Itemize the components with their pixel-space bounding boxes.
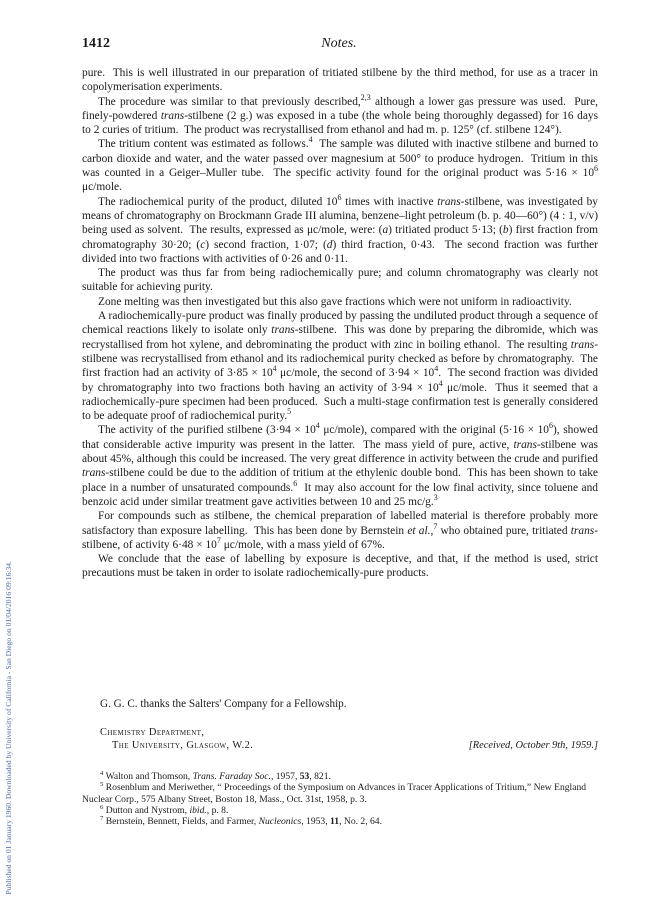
reference-item bbox=[82, 805, 602, 816]
address-university: The University, Glasgow, W.2. bbox=[112, 740, 254, 751]
page-header bbox=[82, 36, 596, 56]
side-note-text: Published on 01 January 1960. Downloaded by University of California - San Diego on 01/04/2016 09:16:34. bbox=[4, 561, 13, 895]
reference-item bbox=[82, 816, 602, 827]
body-paragraph: The radiochemical purity of the product, diluted $10^6$ times with inactive trans-stilbene, was investigated by means of chromatography on Brockmann Grade III alumina, benzene–light petroleum (b. p. 40—60°) (4 : 1, v/v) being used as solvent. The results, expressed as μc/mole, were: (a) tritiated product 5·13; (b) first fraction from chromatography 30·20; (c) second fraction, 1·07; (d) third fraction, 0·43. The second fraction was further divided into two fractions with activities of 0·26 and 0·11. bbox=[82, 192, 599, 265]
received-date: [Received, October 9th, 1959.] bbox=[468, 740, 598, 751]
body-paragraph: Zone melting was then investigated but this also gave fractions which were not uniform in radioactivity. bbox=[98, 295, 572, 308]
acknowledgement: G. G. C. thanks the Salters' Company for a Fellowship. bbox=[100, 698, 347, 710]
reference-list bbox=[82, 771, 602, 827]
running-title: Notes. bbox=[321, 36, 357, 51]
author-address bbox=[100, 726, 598, 752]
body-paragraph: The tritium content was estimated as follows.$^4$ The sample was diluted with inactive stilbene and burned to carbon dioxide and water, and the water passed over magnesium at 500° to produce hydrogen. Tritium in this was counted in a Geiger–Muller tube. The specific activity found for the original product was $5\cdot 16 \times 10^6$ μc/mole. bbox=[82, 135, 599, 194]
publication-side-note bbox=[4, 100, 16, 895]
body-paragraph: We conclude that the ease of labelling by exposure is deceptive, and that, if the method is used, strict precautions must be taken in order to isolate radiochemically-pure products. bbox=[82, 553, 598, 580]
reference-item bbox=[82, 771, 602, 782]
body-paragraph: A radiochemically-pure product was finally produced by passing the undiluted product through a sequence of chemical reactions likely to isolate only trans-stilbene. This was done by preparing the dibromide, which was recrystallised from hot xylene, and debrominating the product with zinc in boiling ethanol. The resulting trans-stilbene was recrystallised from ethanol and its radiochemical purity checked as before by chromatography. The first fraction had an activity of $3\cdot 85 \times 10^4$ μc/mole, the second of $3\cdot 94 \times 10^4$. The second fraction was divided by chromatography into two fractions both having an activity of $3\cdot 94 \times 10^4$ μc/mole. Thus it seemed that a radiochemically-pure specimen had been produced. Such a multi-stage confirmation test is generally considered to be adequate proof of radiochemical purity.$^5$ bbox=[82, 310, 598, 423]
reference-number: 4 bbox=[100, 769, 104, 777]
reference-number: 5 bbox=[100, 781, 104, 789]
reference-text: Rosenblum and Meriwether, “ Proceedings of the Symposium on Advances in Tracer Applications of Tritium,” New England Nuclear Corp., 575 Albany Street, Boston 18, Mass., Oct. 31st, 1958, p. 3. bbox=[82, 782, 587, 805]
address-department: Chemistry Department, bbox=[100, 727, 205, 738]
body-paragraph: pure. This is well illustrated in our preparation of tritiated stilbene by the third method, for use as a tracer in copolymerisation experiments. bbox=[82, 67, 598, 94]
reference-number: 6 bbox=[100, 803, 104, 811]
body-paragraph: The product was thus far from being radiochemically pure; and column chromatography was clearly not suitable for achieving purity. bbox=[82, 267, 598, 294]
reference-item bbox=[82, 782, 602, 805]
body-paragraph: The procedure was similar to that previously described,$^{2,3}$ although a lower gas pressure was used. Pure, finely-powdered trans-stilbene (2 g.) was exposed in a tube (the whole being thoroughly degassed) for 16 days to 2 curies of tritium. The product was recrystallised from ethanol and had m. p. 125° (cf. stilbene 124°). bbox=[82, 92, 599, 137]
page-number: 1412 bbox=[82, 36, 110, 51]
article-body bbox=[82, 66, 598, 581]
body-paragraph: For compounds such as stilbene, the chemical preparation of labelled material is therefore probably more satisfactory than exposure labelling. This has been done by Bernstein et al.,$^7$ who obtained pure, tritiated trans-stilbene, of activity $6\cdot 48 \times 10^7$ μc/mole, with a mass yield of 67%. bbox=[82, 510, 598, 551]
reference-number: 7 bbox=[100, 815, 104, 822]
body-paragraph: The activity of the purified stilbene ($3\cdot 94 \times 10^4$ μc/mole), compared with the original $(5\cdot 16 \times 10^6)$, showed that considerable active impurity was present in the latter. The mass yield of pure, active, trans-stilbene was about 45%, although this could be increased. The very great difference in activity between the crude and purified trans-stilbene could be due to the addition of tritium at the ethylenic double bond. This has been shown to take place in a number of unsaturated compounds.$^6$ It may also account for the low final activity, since toluene and benzoic acid under similar treatment gave activities between 10 and 25 mc/g.$^3$ bbox=[82, 421, 598, 508]
reference-text: Dutton and Nystrom, ibid., p. 8. bbox=[105, 804, 229, 816]
reference-text: Walton and Thomson, Trans. Faraday Soc., 1957, 53, 821. bbox=[105, 771, 331, 782]
reference-text: Bernstein, Bennett, Fields, and Farmer, Nucleonics, 1953, 11, No. 2, 64. bbox=[105, 816, 382, 828]
